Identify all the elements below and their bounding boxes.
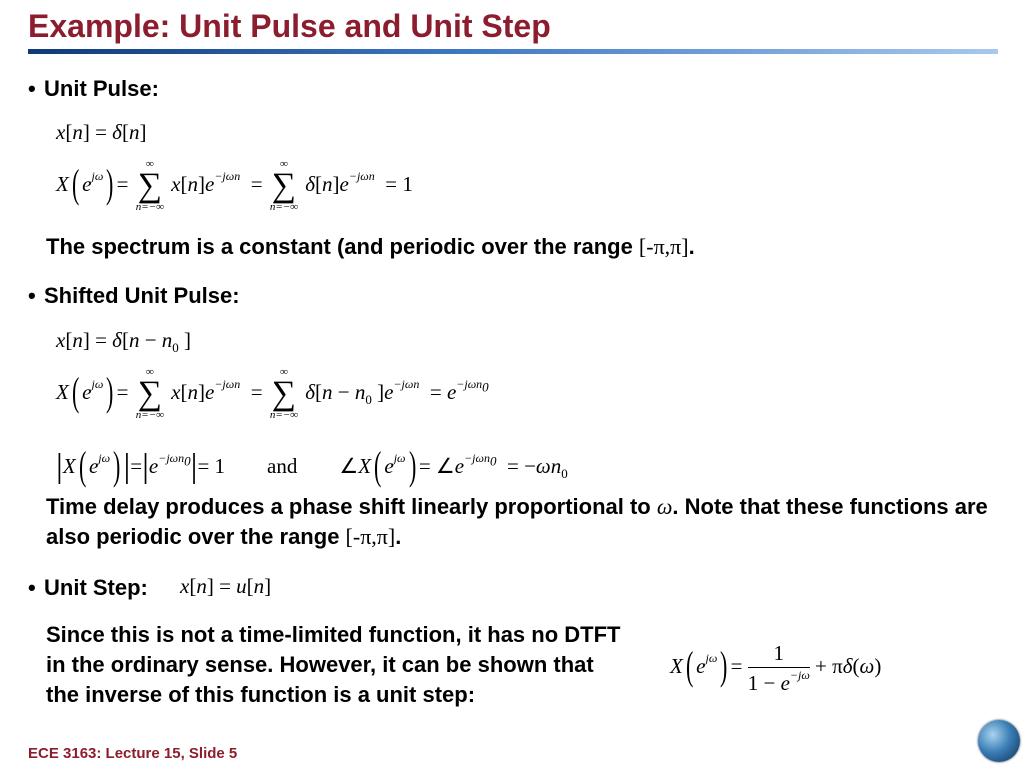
pulse-note-text: The spectrum is a constant (and periodic over the range [46, 234, 639, 259]
equation-pulse-definition: x[n] = δ[n] [56, 120, 147, 144]
shift-note-end: . [395, 524, 402, 549]
pulse-result: = 1 [385, 172, 413, 196]
globe-logo-icon [978, 720, 1020, 762]
shift-note-text-2: . Note that these functions are also periodic over the range [46, 494, 988, 549]
shift-note-text: Time delay produces a phase shift linearly proportional to [46, 494, 657, 519]
equation-magnitude-phase: |X( $e^{j\omega})|=|e^{-j\omega n_0}|= 1$ and ∠X( $e^{j\omega}$) = $\angle e^{-j\omega n_0} = -\omega n_0$ [56, 443, 568, 488]
shift-note-range: [-π,π] [345, 524, 396, 549]
equation-shift-definition: $x[n] = \delta[n - n_0$ ] [56, 328, 192, 356]
bullet-shifted-unit-pulse [28, 283, 240, 309]
bullet-dot: • [28, 283, 36, 308]
pulse-note-end: . [688, 234, 695, 259]
title-rule [28, 49, 998, 54]
pulse-note-range: [-π,π] [638, 234, 689, 259]
equation-shift-dtft: X( $e^{j\omega}$) = ∞ ∑ n=−∞ $x[n]e^{-j\omega n}$ = ∞ ∑ n=−∞ $\delta[n - n_0$ ]$e^{-j\omega n} = e^{-j\omega n_0}$ [56, 366, 489, 422]
magnitude-result: = 1 [197, 454, 226, 478]
bullet-unit-step [28, 575, 148, 601]
bullet-label: Unit Step: [44, 575, 148, 600]
bullet-dot: • [28, 76, 36, 101]
equation-pulse-dtft: X( $e^{j\omega}$) = ∞ ∑ n=−∞ $x[n]e^{-j\omega n}$ = ∞ ∑ n=−∞ $\delta[n]e^{-j\omega n} = 1$ [56, 158, 413, 214]
equation-step-definition: x[n] = u[n] [180, 574, 272, 598]
bullet-label: Unit Pulse: [44, 76, 159, 101]
and-word: and [267, 454, 298, 478]
shift-note [46, 492, 996, 552]
step-numerator: 1 [748, 643, 810, 668]
pulse-note [46, 232, 986, 262]
footer-lecture-info: ECE 3163: Lecture 15, Slide 5 [28, 745, 238, 762]
step-tail: + πδ(ω) [815, 654, 882, 678]
page-title: Example: Unit Pulse and Unit Step [28, 8, 551, 44]
bullet-label: Shifted Unit Pulse: [44, 283, 240, 308]
step-note: Since this is not a time-limited function, it has no DTFT in the ordinary sense. However, it can be shown that the inverse of this function is a unit step: [46, 622, 621, 707]
bullet-unit-pulse [28, 76, 159, 102]
bullet-dot: • [28, 575, 36, 600]
shift-note-omega: ω [656, 494, 673, 519]
equation-step-dtft: X( $e^{j\omega}$) = $\frac{1}{1 - e^{-j\omega}}$ + πδ(ω) [670, 640, 882, 695]
